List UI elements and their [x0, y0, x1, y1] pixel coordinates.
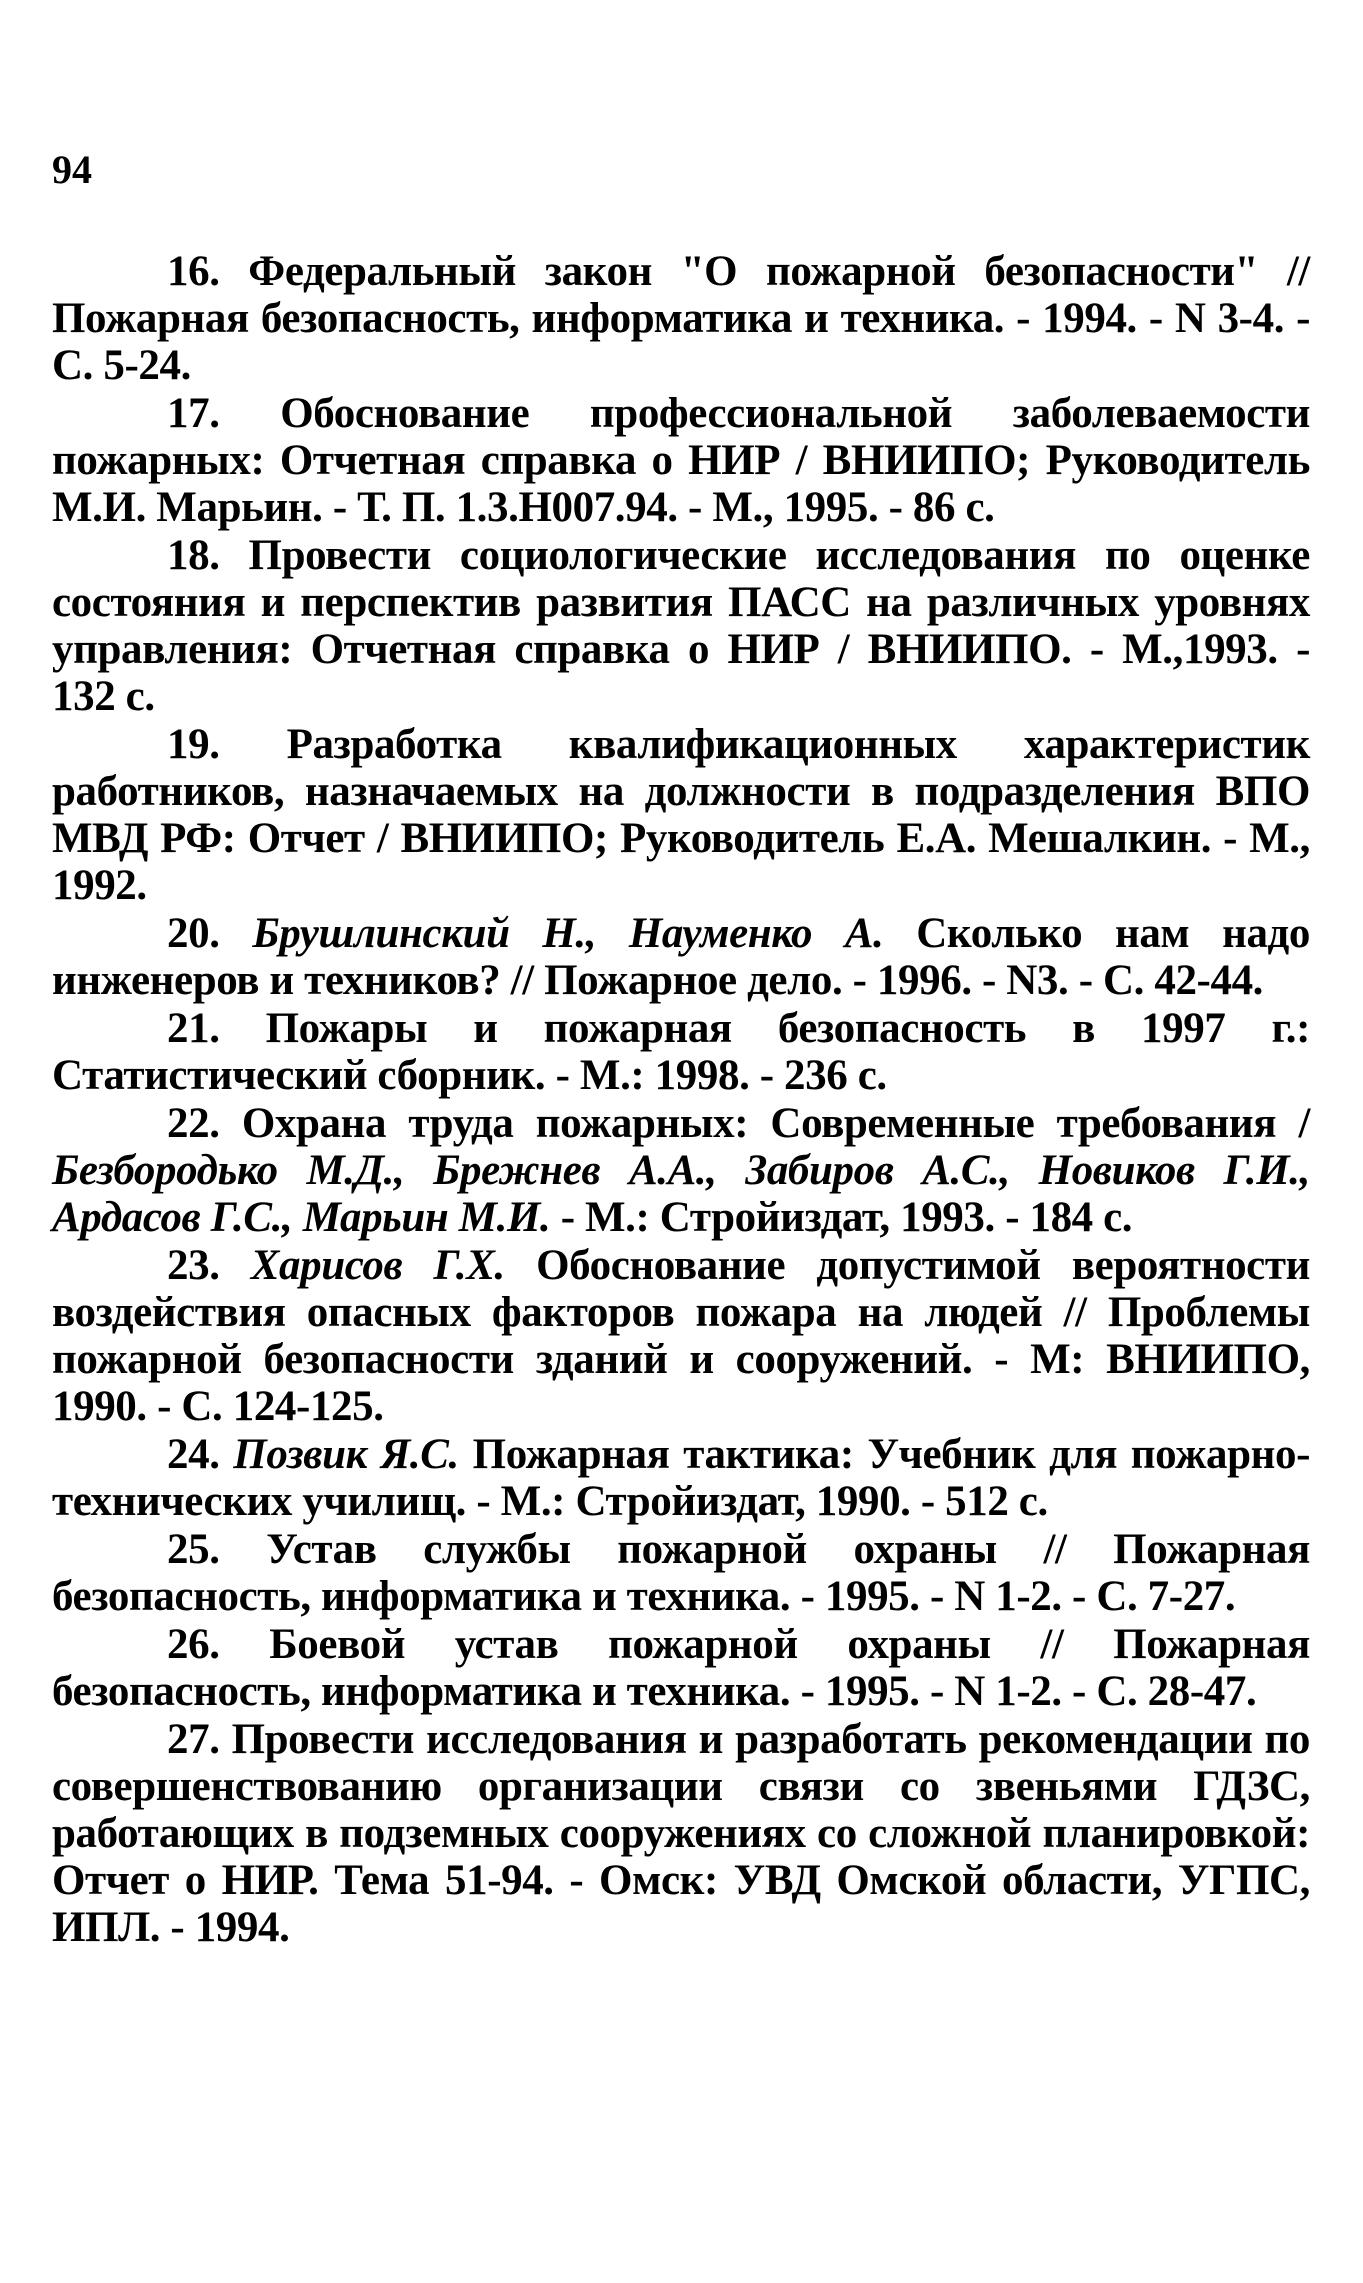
document-page: [52, 147, 1311, 1952]
reference-item: [52, 1621, 1310, 1715]
reference-text: Провести социологические исследования по оценке состояния и перспектив развития ПАСС на различных уровнях управления: Отчетная справка о НИР / ВНИИПО. - М.,1993. - 132 с.: [52, 532, 1310, 720]
reference-item: [52, 1526, 1310, 1620]
reference-item: [52, 390, 1310, 531]
reference-text: Сколько нам надо инженеров и техников? // Пожарное дело. - 1996. - N3. - С. 42-44.: [52, 910, 1310, 1004]
reference-item: [52, 532, 1310, 720]
reference-item: [52, 1005, 1310, 1099]
reference-item: [52, 1100, 1310, 1241]
reference-number: 16.: [167, 248, 220, 295]
reference-authors: Брушлинский Н., Науменко А.: [252, 910, 884, 957]
reference-item: [52, 1716, 1310, 1951]
reference-number: 22.: [167, 1100, 220, 1147]
reference-number: 23.: [167, 1242, 220, 1289]
reference-list: [52, 248, 1310, 1951]
reference-text: Обоснование допустимой вероятности воздействия опасных факторов пожара на людей // Проблемы пожарной безопасности зданий и сооружений. - М: ВНИИПО, 1990. - С. 124-125.: [52, 1242, 1310, 1430]
reference-item: [52, 248, 1310, 389]
reference-item: [52, 1431, 1310, 1525]
reference-number: 27.: [167, 1716, 220, 1763]
reference-number: 24.: [167, 1431, 220, 1478]
reference-number: 17.: [167, 390, 220, 437]
reference-text: Обоснование профессиональной заболеваемости пожарных: Отчетная справка о НИР / ВНИИПО; Руководитель М.И. Марьин. - Т. П. 1.3.Н007.94. - М., 1995. - 86 с.: [52, 390, 1310, 531]
reference-number: 26.: [167, 1621, 220, 1668]
reference-number: 21.: [167, 1005, 220, 1052]
reference-text: Федеральный закон "О пожарной безопасности" // Пожарная безопасность, информатика и техника. - 1994. - N 3-4. - С. 5-24.: [52, 248, 1310, 389]
reference-item: [52, 910, 1310, 1004]
reference-text: Провести исследования и разработать рекомендации по совершенствованию организации связи со звеньями ГДЗС, работающих в подземных сооружениях со сложной планировкой: Отчет о НИР. Тема 51-94. - Омск: УВД Омской области, УГПС, ИПЛ. - 1994.: [52, 1716, 1310, 1951]
reference-item: [52, 721, 1310, 909]
reference-item: [52, 1242, 1310, 1430]
reference-text-tail: - М.: Стройиздат, 1993. - 184 с.: [560, 1194, 1133, 1241]
reference-authors: Харисов Г.Х.: [250, 1242, 505, 1289]
reference-text: Пожарная тактика: Учебник для пожарно-технических училищ. - М.: Стройиздат, 1990. - 512 с.: [52, 1431, 1310, 1525]
reference-text: Охрана труда пожарных: Современные требования /: [241, 1100, 1310, 1147]
reference-number: 20.: [167, 910, 220, 957]
reference-number: 18.: [167, 532, 220, 579]
reference-authors: Позвик Я.С.: [233, 1431, 459, 1478]
reference-authors: Безбородько М.Д., Брежнев А.А., Забиров А.С., Новиков Г.И., Ардасов Г.С., Марьин М.И.: [52, 1147, 1310, 1241]
reference-text: Боевой устав пожарной охраны // Пожарная безопасность, информатика и техника. - 1995. - N 1-2. - С. 28-47.: [52, 1621, 1311, 1715]
reference-text: Разработка квалификационных характеристик работников, назначаемых на должности в подразделения ВПО МВД РФ: Отчет / ВНИИПО; Руководитель Е.А. Мешалкин. - М., 1992.: [52, 721, 1310, 909]
reference-number: 19.: [167, 721, 220, 768]
reference-text: Устав службы пожарной охраны // Пожарная безопасность, информатика и техника. - 1995. - N 1-2. - С. 7-27.: [52, 1526, 1310, 1620]
page-number: 94: [52, 147, 92, 192]
reference-text: Пожары и пожарная безопасность в 1997 г.: Статистический сборник. - М.: 1998. - 236 с.: [52, 1005, 1310, 1099]
reference-number: 25.: [167, 1526, 220, 1573]
